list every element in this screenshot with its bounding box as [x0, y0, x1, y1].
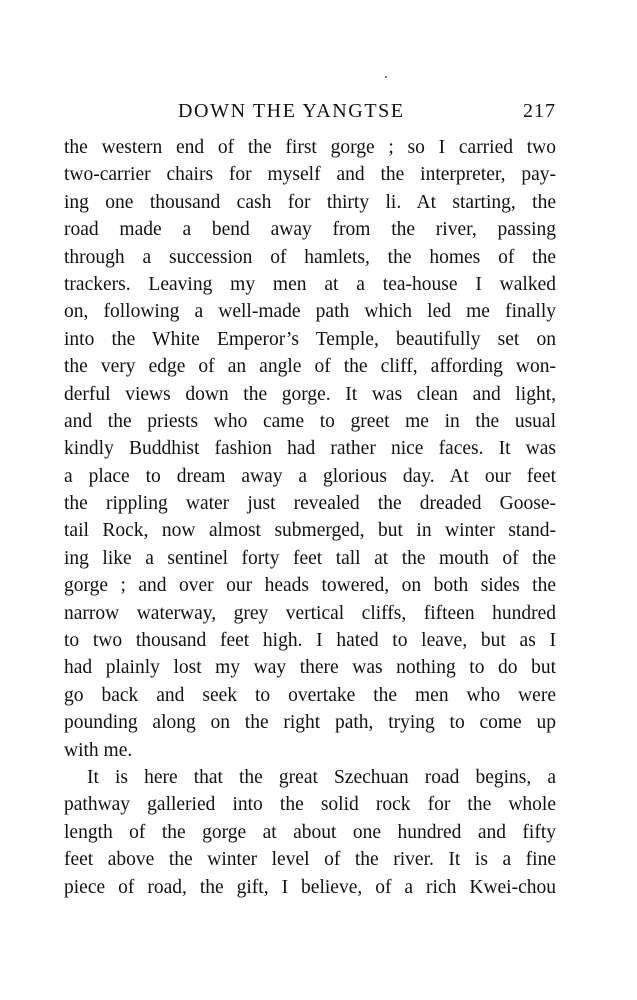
text-line: on, following a well-made path which led me finally	[64, 301, 556, 323]
text-line: the very edge of an angle of the cliff, affording won-	[64, 356, 556, 378]
text-line: piece of road, the gift, I believe, of a rich Kwei-chou	[64, 876, 556, 898]
body-text	[64, 134, 556, 901]
text-line: gorge ; and over our heads towered, on both sides the	[64, 575, 556, 597]
text-line: into the White Emperor’s Temple, beautifully set on	[64, 328, 556, 350]
text-line: a place to dream away a glorious day. At our feet	[64, 465, 556, 487]
text-line: through a succession of hamlets, the homes of the	[64, 246, 556, 268]
scan-speck	[385, 76, 387, 78]
text-line: road made a bend away from the river, passing	[64, 219, 556, 241]
paragraph-start-line: It is here that the great Szechuan road begins, a	[87, 766, 556, 788]
text-line: the rippling water just revealed the dreaded Goose-	[64, 493, 556, 515]
text-line: tail Rock, now almost submerged, but in winter stand-	[64, 520, 556, 542]
text-line: pounding along on the right path, trying to come up	[64, 712, 556, 734]
text-line: to two thousand feet high. I hated to leave, but as I	[64, 630, 556, 652]
text-line: and the priests who came to greet me in the usual	[64, 410, 556, 432]
text-line: trackers. Leaving my men at a tea-house I walked	[64, 273, 556, 295]
text-line: go back and seek to overtake the men who were	[64, 684, 556, 706]
text-line: feet above the winter level of the river. It is a fine	[64, 849, 556, 871]
text-line: kindly Buddhist fashion had rather nice faces. It was	[64, 438, 556, 460]
text-line: ing like a sentinel forty feet tall at the mouth of the	[64, 547, 556, 569]
page-number: 217	[523, 100, 556, 122]
text-line: two-carrier chairs for myself and the interpreter, pay-	[64, 164, 556, 186]
text-line: had plainly lost my way there was nothing to do but	[64, 657, 556, 679]
text-line: derful views down the gorge. It was clean and light,	[64, 383, 556, 405]
text-line: length of the gorge at about one hundred and fifty	[64, 821, 556, 843]
paragraph-end-line: with me.	[64, 739, 133, 761]
text-line: the western end of the first gorge ; so I carried two	[64, 137, 556, 158]
text-line: narrow waterway, grey vertical cliffs, fifteen hundred	[64, 602, 556, 624]
running-title: DOWN THE YANGTSE	[178, 100, 405, 122]
running-header	[64, 98, 556, 124]
text-line: ing one thousand cash for thirty li. At starting, the	[64, 191, 556, 213]
text-line: pathway galleried into the solid rock for the whole	[64, 794, 556, 816]
